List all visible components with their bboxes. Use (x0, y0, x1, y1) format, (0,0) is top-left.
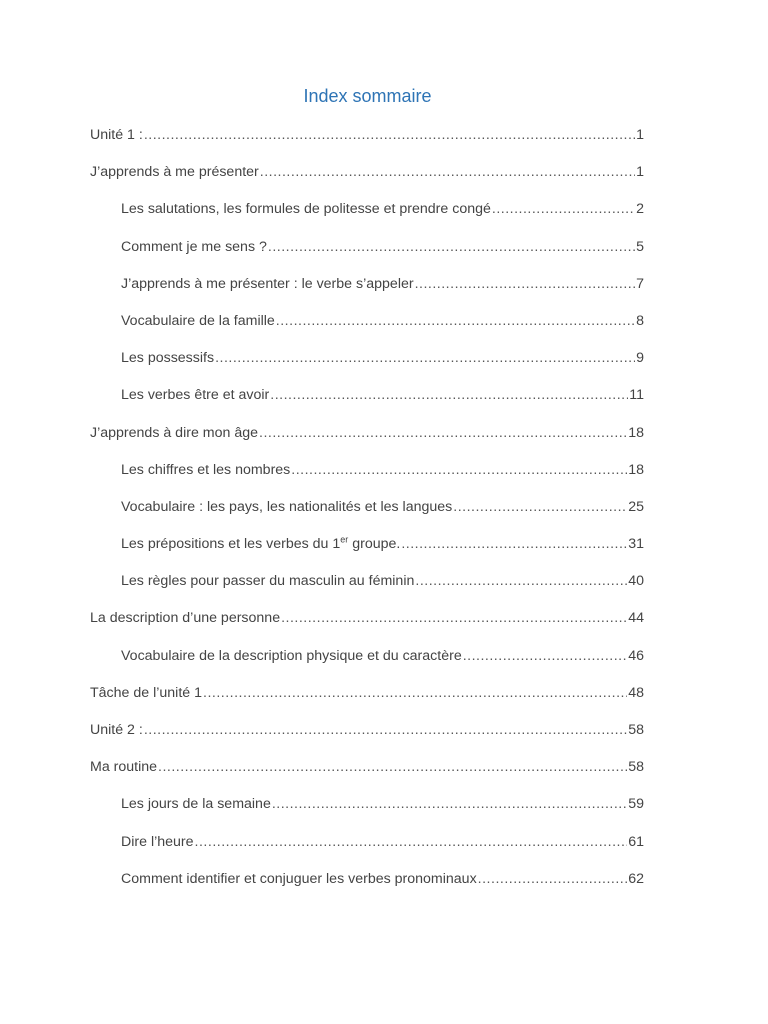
dot-leader (203, 681, 627, 705)
toc-page-number: 7 (636, 275, 644, 292)
toc-page-number: 58 (628, 722, 644, 738)
toc-entry-text (90, 606, 280, 630)
toc-entry-label: Unité 1 : (90, 127, 143, 143)
dot-leader (195, 830, 628, 854)
toc-entry-label: Ma routine (90, 759, 158, 776)
dot-leader (259, 421, 627, 445)
toc-entry-text (121, 272, 414, 296)
toc-entry-label-continued: groupe. (348, 536, 401, 553)
toc-page-number: 5 (636, 238, 644, 255)
dot-leader (144, 718, 627, 742)
toc-entry[interactable] (90, 830, 644, 867)
toc-page-number: 11 (629, 387, 644, 404)
toc-page-number: 62 (628, 870, 644, 887)
dot-leader (453, 495, 627, 519)
toc-entry-text (121, 830, 194, 854)
toc-entry-text (121, 792, 271, 816)
toc-entry[interactable] (90, 123, 644, 160)
toc-page-number: 59 (628, 796, 644, 813)
dot-leader (281, 606, 627, 630)
toc-entry[interactable] (90, 309, 644, 346)
toc-page-number: 1 (636, 164, 644, 181)
toc-entry[interactable] (90, 235, 644, 272)
toc-entry-label: Comment je me sens ? (121, 238, 267, 255)
toc-entry-label: Les chiffres et les nombres (121, 461, 291, 478)
dot-leader (478, 867, 628, 891)
toc-entry[interactable] (90, 792, 644, 829)
toc-page-number: 2 (636, 201, 644, 218)
dot-leader (415, 569, 627, 593)
toc-entry-label: Les règles pour passer du masculin au féminin (121, 573, 415, 590)
toc-entry[interactable] (90, 718, 644, 755)
toc-page-number: 8 (636, 312, 644, 329)
toc-entry-label: La description d’une personne (90, 610, 281, 627)
toc-entry-label: J’apprends à dire mon âge (90, 424, 258, 441)
toc-entry-label: J’apprends à me présenter (90, 164, 259, 181)
toc-entry[interactable] (90, 867, 644, 904)
toc-entry[interactable] (90, 197, 644, 234)
toc-entry-text (90, 681, 202, 705)
dot-leader (270, 383, 628, 407)
toc-entry-text (90, 421, 258, 445)
toc-entry-text (121, 532, 400, 556)
toc-entry-label: Vocabulaire : les pays, les nationalités et les langues (121, 498, 453, 515)
toc-page-number: 9 (636, 350, 644, 367)
toc-entry[interactable] (90, 644, 644, 681)
toc-entry-text (121, 383, 269, 407)
toc-list (90, 123, 644, 904)
toc-entry-text (90, 755, 157, 779)
toc-entry[interactable] (90, 569, 644, 606)
toc-entry-label: Les possessifs (121, 350, 215, 367)
toc-entry[interactable] (90, 421, 644, 458)
toc-entry[interactable] (90, 755, 644, 792)
toc-entry[interactable] (90, 272, 644, 309)
toc-entry-text (121, 644, 462, 668)
toc-entry-label: Dire l’heure (121, 833, 194, 850)
toc-page-number: 40 (628, 573, 644, 590)
toc-entry[interactable] (90, 681, 644, 718)
toc-entry[interactable] (90, 383, 644, 420)
toc-entry-text (121, 197, 491, 221)
dot-leader (158, 755, 627, 779)
toc-entry[interactable] (90, 495, 644, 532)
toc-entry-text (121, 495, 452, 519)
dot-leader (215, 346, 635, 370)
toc-page-number: 44 (628, 610, 644, 627)
toc-entry[interactable] (90, 458, 644, 495)
toc-entry[interactable] (90, 346, 644, 383)
toc-page-number: 25 (628, 498, 644, 515)
toc-page-number: 61 (628, 833, 644, 850)
toc-entry-label: J’apprends à me présenter : le verbe s’appeler (121, 275, 414, 292)
toc-page-number: 58 (628, 759, 644, 776)
toc-entry-text (121, 867, 477, 891)
toc-entry-superscript: er (340, 534, 349, 545)
toc-entry-text (121, 235, 267, 259)
toc-entry[interactable] (90, 532, 644, 569)
dot-leader (463, 644, 628, 668)
toc-entry[interactable] (90, 160, 644, 197)
toc-entry[interactable] (90, 606, 644, 643)
toc-page-number: 48 (628, 684, 644, 701)
dot-leader (272, 792, 627, 816)
dot-leader (401, 532, 627, 556)
toc-entry-text (121, 458, 290, 482)
toc-entry-label: Vocabulaire de la description physique et du caractère (121, 647, 462, 664)
toc-entry-text (121, 346, 214, 370)
dot-leader (492, 197, 635, 221)
toc-page-number: 1 (636, 127, 644, 143)
toc-entry-label: Les jours de la semaine (121, 796, 271, 813)
toc-page-number: 18 (628, 461, 644, 478)
dot-leader (268, 235, 635, 259)
toc-entry-text (90, 160, 259, 184)
toc-page-number: 18 (628, 424, 644, 441)
toc-entry-label: Unité 2 : (90, 722, 143, 738)
toc-entry-text (121, 569, 414, 593)
dot-leader (415, 272, 636, 296)
toc-title: Index sommaire (303, 86, 432, 106)
dot-leader (276, 309, 635, 333)
toc-entry-text (121, 309, 275, 333)
toc-entry-label: Les salutations, les formules de politesse et prendre congé (121, 201, 491, 218)
dot-leader (291, 458, 627, 482)
toc-entry-label: Les verbes être et avoir (121, 387, 270, 404)
toc-entry-label: Vocabulaire de la famille (121, 312, 275, 329)
toc-page-number: 31 (628, 536, 644, 553)
toc-entry-text (90, 718, 143, 742)
toc-entry-label: Tâche de l’unité 1 (90, 684, 202, 701)
toc-entry-label: Comment identifier et conjuguer les verbes pronominaux (121, 870, 477, 887)
toc-page-number: 46 (628, 647, 644, 664)
dot-leader (260, 160, 635, 184)
toc-entry-text (90, 123, 143, 147)
toc-entry-label: Les prépositions et les verbes du 1 (121, 536, 341, 553)
dot-leader (144, 123, 635, 147)
